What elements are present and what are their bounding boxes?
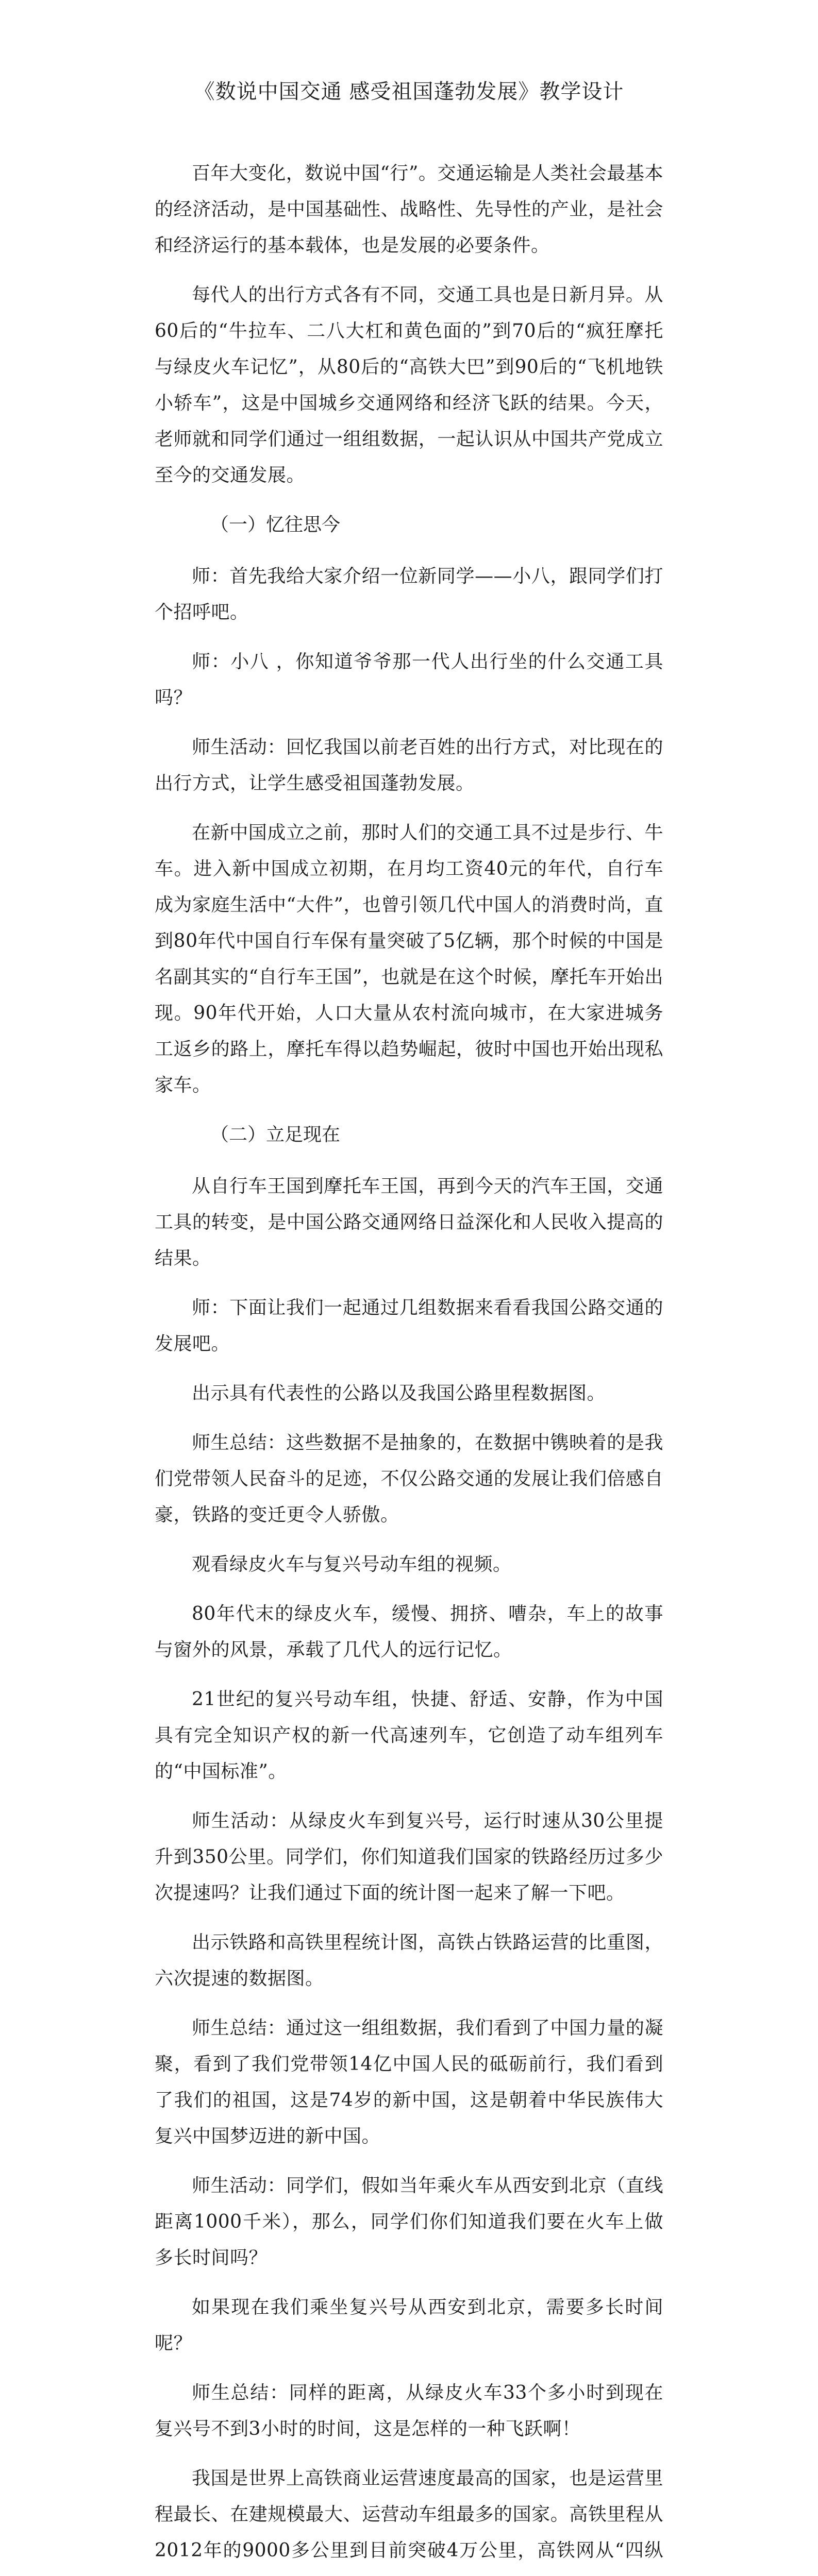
body-paragraph: 80年代末的绿皮火车，缓慢、拥挤、嘈杂，车上的故事与窗外的风景，承载了几代人的远行记忆。 [155, 1603, 663, 1660]
body-paragraph: 师：下面让我们一起通过几组数据来看看我国公路交通的发展吧。 [155, 1297, 663, 1354]
document-body [155, 156, 663, 2576]
body-paragraph: 出示铁路和高铁里程统计图，高铁占铁路运营的比重图，六次提速的数据图。 [155, 1932, 663, 1989]
body-paragraph: 师生总结：这些数据不是抽象的，在数据中镌映着的是我们党带领人民奋斗的足迹，不仅公路交通的发展让我们倍感自豪，铁路的变迁更令人骄傲。 [155, 1432, 663, 1526]
body-paragraph: 在新中国成立之前，那时人们的交通工具不过是步行、牛车。进入新中国成立初期，在月均工资40元的年代，自行车成为家庭生活中“大件”，也曾引领几代中国人的消费时尚，直到80年代中国自行车保有量突破了5亿辆，那个时候的中国是名副其实的“自行车王国”，也就是在这个时候，摩托车开始出现。90年代开始，人口大量从农村流向城市，在大家进城务工返乡的路上，摩托车得以趋势崛起，彼时中国也开始出现私家车。 [155, 822, 663, 1096]
body-paragraph: 百年大变化，数说中国“行”。交通运输是人类社会最基本的经济活动，是中国基础性、战略性、先导性的产业，是社会和经济运行的基本载体，也是发展的必要条件。 [155, 163, 663, 256]
body-paragraph: 师生总结：同样的距离，从绿皮火车33个多小时到现在复兴号不到3小时的时间，这是怎样的一种飞跃啊！ [155, 2382, 663, 2439]
body-paragraph: 我国是世界上高铁商业运营速度最高的国家，也是运营里程最长、在建规模最大、运营动车组最多的国家。高铁里程从2012年的9000多公里到目前突破4万公里，高铁网从“四纵 [155, 2468, 663, 2561]
body-paragraph: 从自行车王国到摩托车王国，再到今天的汽车王国，交通工具的转变，是中国公路交通网络日益深化和人民收入提高的结果。 [155, 1176, 663, 1269]
body-paragraph: 师生总结：通过这一组组数据，我们看到了中国力量的凝聚，看到了我们党带领14亿中国人民的砥砺前行，我们看到了我们的祖国，这是74岁的新中国，这是朝着中华民族伟大复兴中国梦迈进的新中国。 [155, 2018, 663, 2147]
section-heading: （一）忆往思今 [210, 514, 341, 535]
body-paragraph: 师生活动：从绿皮火车到复兴号，运行时速从30公里提升到350公里。同学们，你们知道我们国家的铁路经历过多少次提速吗？让我们通过下面的统计图一起来了解一下吧。 [155, 1810, 663, 1904]
body-paragraph: 师：小八 ，你知道爷爷那一代人出行坐的什么交通工具吗？ [155, 651, 663, 708]
body-paragraph: 师：首先我给大家介绍一位新同学——小八，跟同学们打个招呼吧。 [155, 566, 663, 623]
body-paragraph: 21世纪的复兴号动车组，快捷、舒适、安静，作为中国具有完全知识产权的新一代高速列车，它创造了动车组列车的“中国标准”。 [155, 1689, 663, 1782]
body-paragraph: 师生活动：回忆我国以前老百姓的出行方式，对比现在的出行方式，让学生感受祖国蓬勃发展。 [155, 737, 663, 794]
body-paragraph: 观看绿皮火车与复兴号动车组的视频。 [192, 1554, 512, 1575]
body-paragraph: 每代人的出行方式各有不同，交通工具也是日新月异。从60后的“牛拉车、二八大杠和黄色面的”到70后的“疯狂摩托与绿皮火车记忆”，从80后的“高铁大巴”到90后的“飞机地铁小轿车”，这是中国城乡交通网络和经济飞跃的结果。今天，老师就和同学们通过一组组数据，一起认识从中国共产党成立至今的交通发展。 [155, 284, 663, 486]
document-title: 《数说中国交通 感受祖国蓬勃发展》教学设计 [194, 80, 624, 104]
body-paragraph: 如果现在我们乘坐复兴号从西安到北京，需要多长时间呢？ [155, 2297, 663, 2354]
body-paragraph: 师生活动：同学们，假如当年乘火车从西安到北京（直线距离1000千米），那么，同学们你们知道我们要在火车上做多长时间吗？ [155, 2175, 663, 2268]
body-paragraph: 出示具有代表性的公路以及我国公路里程数据图。 [192, 1383, 606, 1404]
section-heading: （二）立足现在 [210, 1124, 341, 1145]
